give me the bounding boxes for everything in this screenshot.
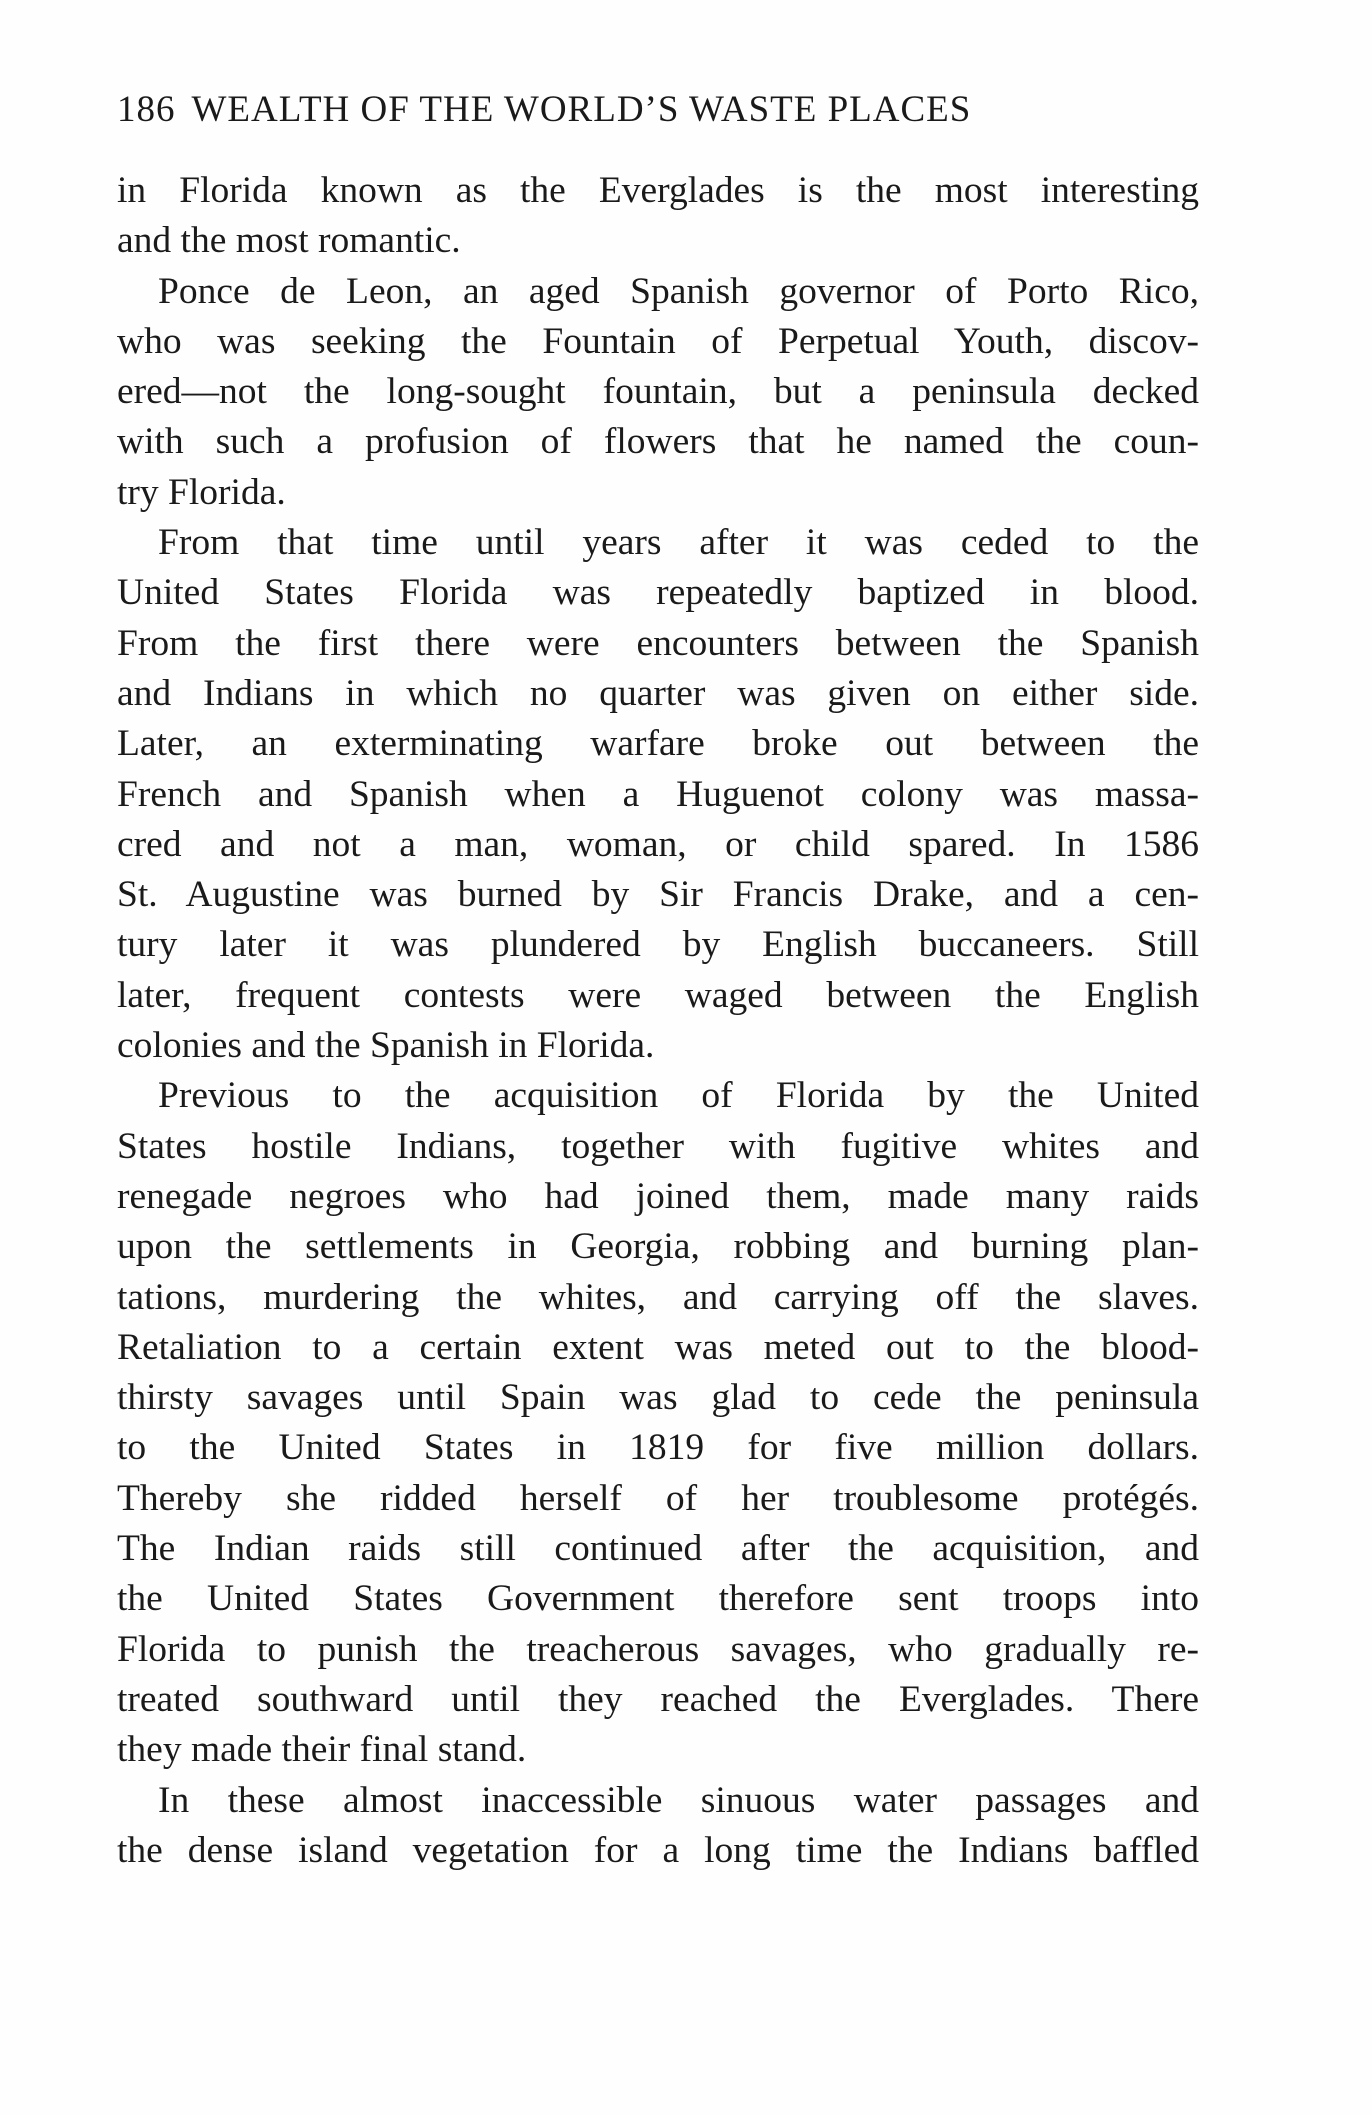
text-line: the dense island vegetation for a long time the Indians baffled — [117, 1829, 1199, 1871]
text-line: The Indian raids still continued after the acquisition, and — [117, 1528, 1199, 1570]
text-line: who was seeking the Fountain of Perpetual Youth, discov- — [117, 320, 1199, 362]
text-line: Previous to the acquisition of Florida by the United — [158, 1075, 1199, 1117]
page-number: 186 — [117, 89, 176, 130]
text-line: St. Augustine was burned by Sir Francis Drake, and a cen- — [117, 874, 1199, 916]
text-line: and the most romantic. — [117, 220, 461, 262]
paragraph-acquisition — [117, 1071, 1199, 1775]
text-line: French and Spanish when a Huguenot colony was massa- — [117, 773, 1199, 815]
paragraph-baptized-in-blood — [117, 518, 1199, 1071]
paragraph-final-stand — [117, 1776, 1199, 1877]
text-line: renegade negroes who had joined them, made many raids — [117, 1175, 1199, 1217]
text-line: In these almost inaccessible sinuous water passages and — [158, 1779, 1199, 1821]
text-line: they made their final stand. — [117, 1729, 527, 1771]
text-line: try Florida. — [117, 471, 286, 513]
text-line: treated southward until they reached the Everglades. There — [117, 1678, 1199, 1720]
text-line: and Indians in which no quarter was given on either side. — [117, 672, 1199, 714]
text-line: From the first there were encounters between the Spanish — [117, 622, 1199, 664]
text-line: Florida to punish the treacherous savages, who gradually re- — [117, 1628, 1199, 1670]
text-line: to the United States in 1819 for five million dollars. — [117, 1427, 1199, 1469]
text-line: States hostile Indians, together with fugitive whites and — [117, 1125, 1199, 1167]
text-line: From that time until years after it was ceded to the — [158, 522, 1199, 564]
text-line: tury later it was plundered by English buccaneers. Still — [117, 924, 1199, 966]
text-line: colonies and the Spanish in Florida. — [117, 1025, 655, 1067]
text-line: with such a profusion of flowers that he named the coun- — [117, 421, 1199, 463]
text-line: Later, an exterminating warfare broke out between the — [117, 723, 1199, 765]
text-line: United States Florida was repeatedly baptized in blood. — [117, 572, 1199, 614]
text-line: Thereby she ridded herself of her troublesome protégés. — [117, 1477, 1199, 1519]
text-line: Retaliation to a certain extent was meted out to the blood- — [117, 1326, 1199, 1368]
body-text — [117, 166, 1199, 1876]
text-line: the United States Government therefore sent troops into — [117, 1578, 1199, 1620]
text-line: cred and not a man, woman, or child spared. In 1586 — [117, 823, 1199, 865]
text-line: tations, murdering the whites, and carrying off the slaves. — [117, 1276, 1199, 1318]
running-header — [117, 88, 1197, 131]
text-line: thirsty savages until Spain was glad to cede the peninsula — [117, 1377, 1199, 1419]
paragraph-continued — [117, 166, 1199, 267]
text-line: Ponce de Leon, an aged Spanish governor of Porto Rico, — [158, 270, 1199, 312]
paragraph-ponce-de-leon — [117, 267, 1199, 518]
text-line: later, frequent contests were waged between the English — [117, 974, 1199, 1016]
running-title: WEALTH OF THE WORLD’S WASTE PLACES — [191, 89, 972, 130]
text-line: upon the settlements in Georgia, robbing and burning plan- — [117, 1226, 1199, 1268]
text-line: ered—not the long-sought fountain, but a peninsula decked — [117, 371, 1199, 413]
text-line: in Florida known as the Everglades is the most interesting — [117, 170, 1199, 211]
